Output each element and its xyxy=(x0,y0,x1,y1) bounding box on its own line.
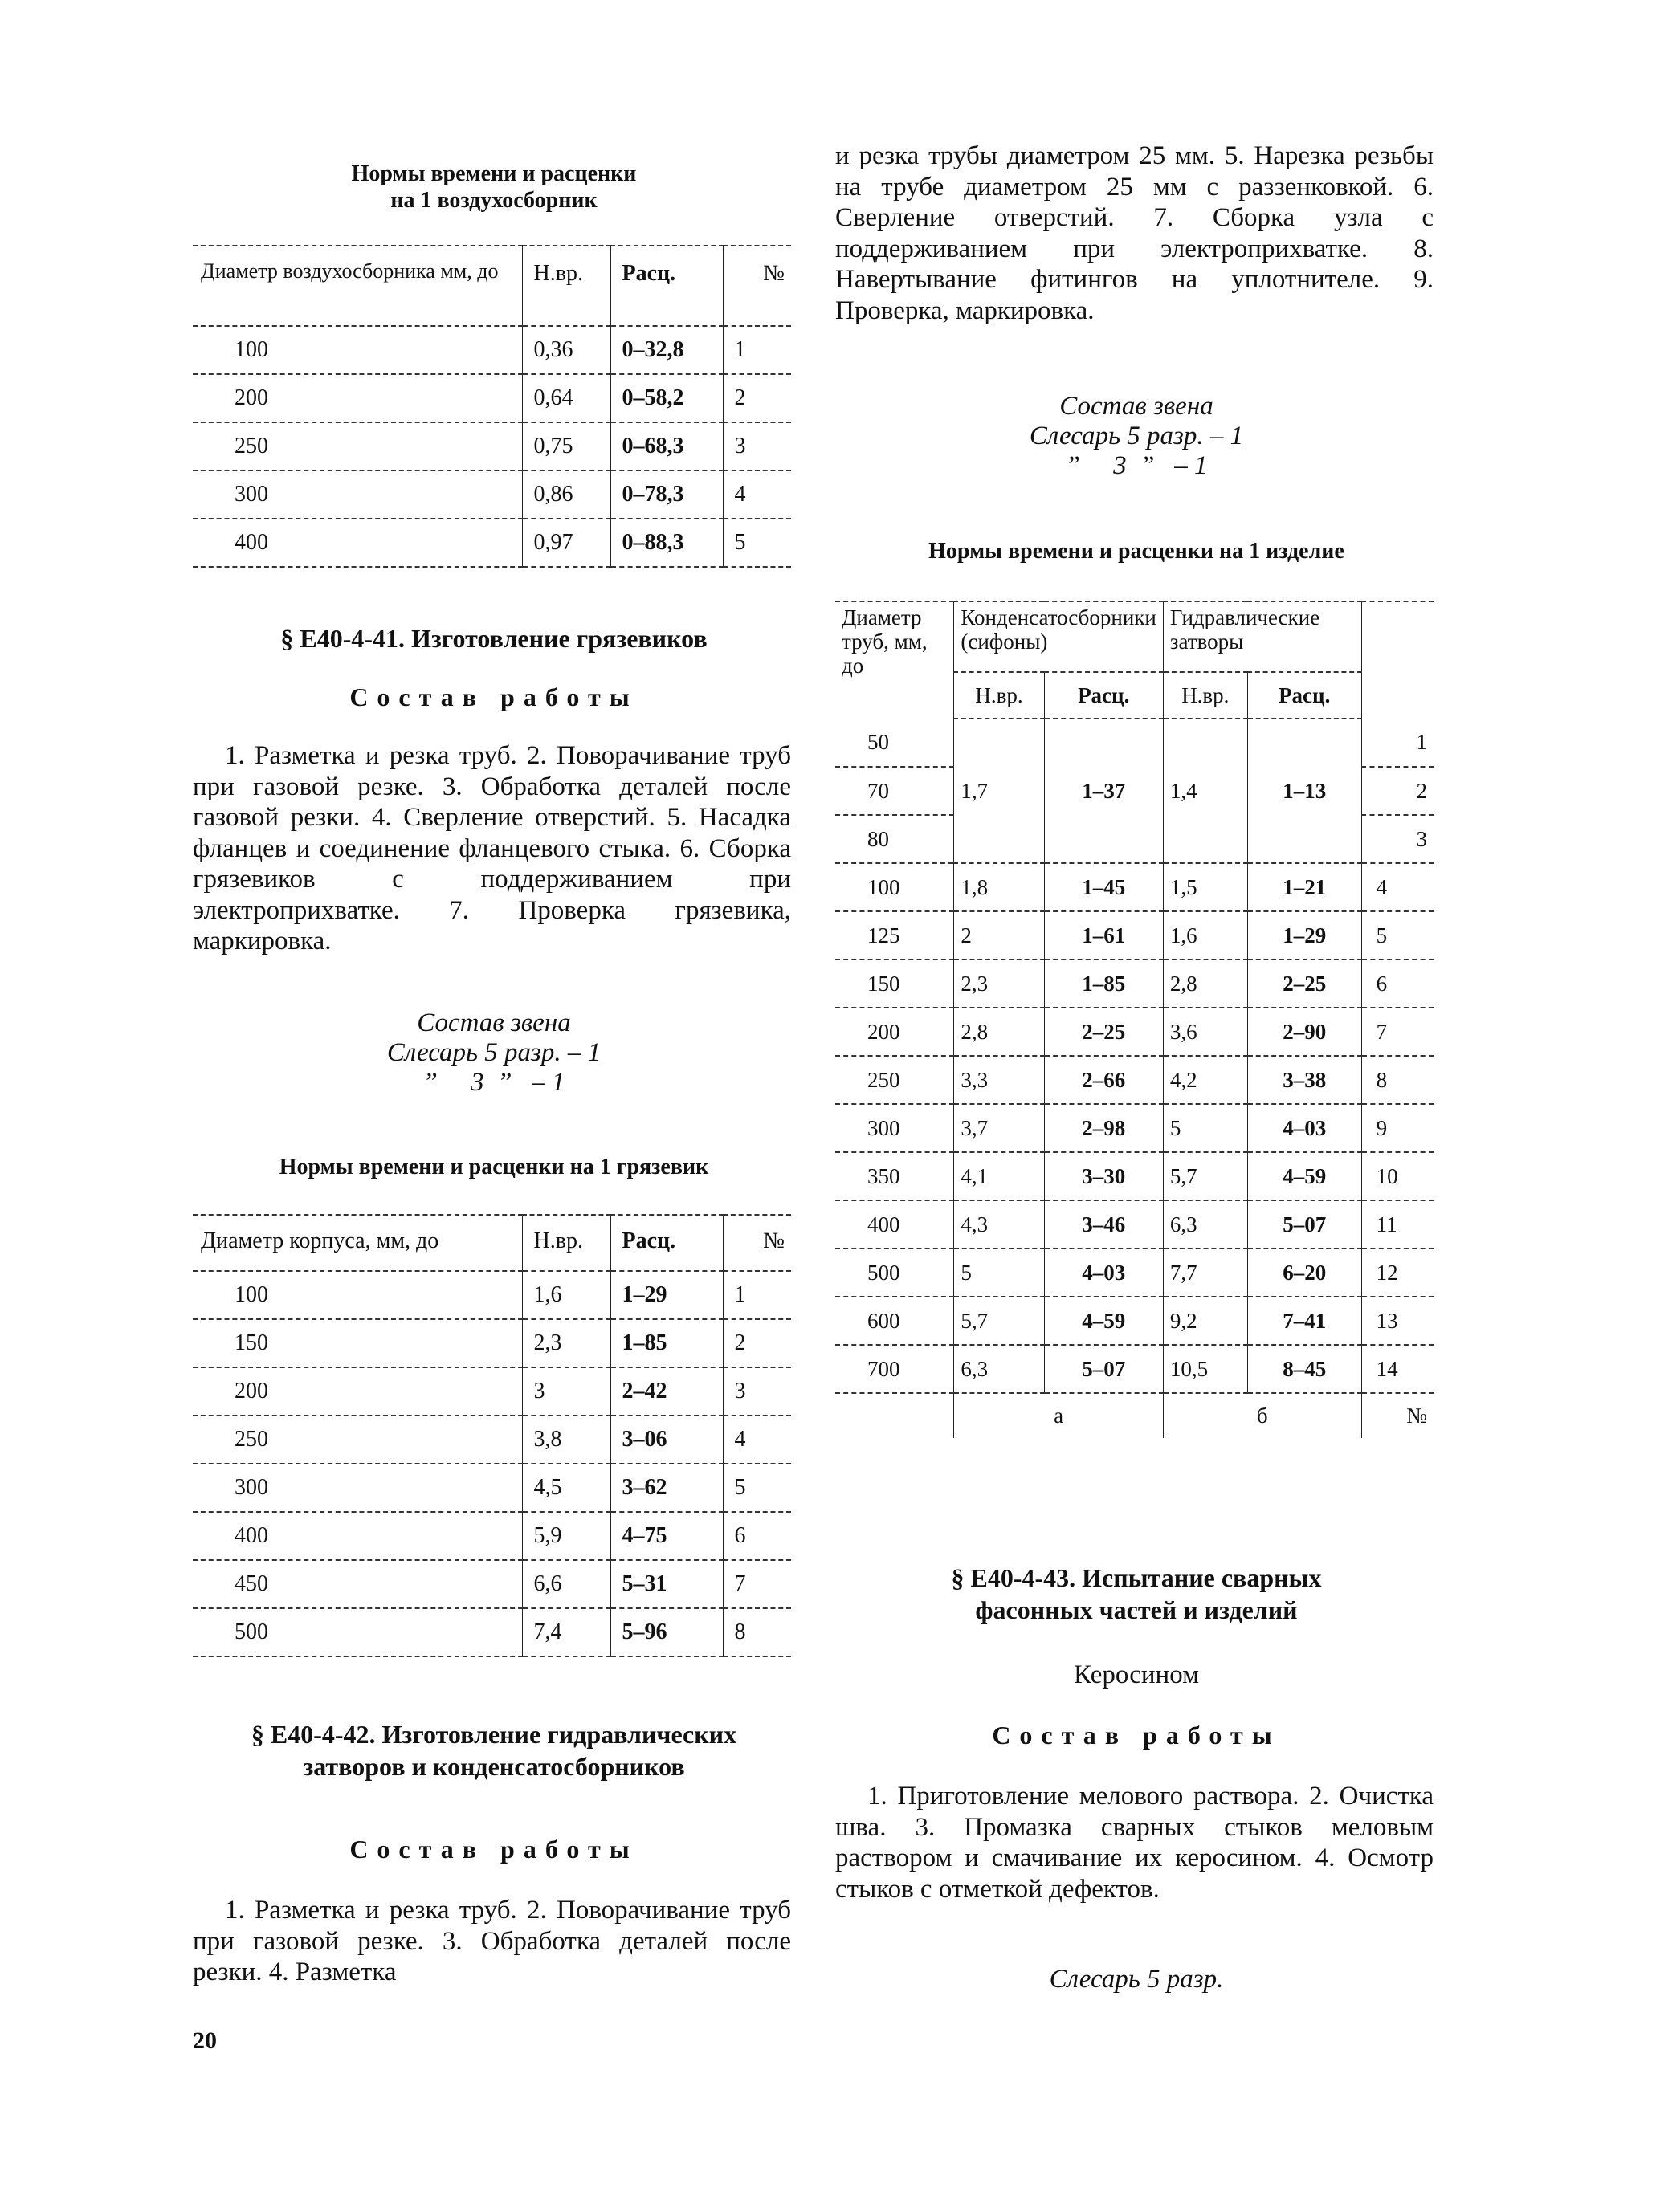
cell-number: 1 xyxy=(723,1271,791,1319)
cell-nvr-b: 10,5 xyxy=(1163,1345,1247,1393)
cell-nvr-a: 2 xyxy=(954,911,1044,959)
table2-caption: Нормы времени и расценки на 1 грязевик xyxy=(279,1155,709,1179)
cell-nvr-b: 9,2 xyxy=(1163,1297,1247,1345)
cell-number: 2 xyxy=(723,1319,791,1367)
header-diameter: Диаметр воздухосборника мм, до xyxy=(193,246,522,326)
table1-caption-line2: на 1 воздухосборник xyxy=(390,188,598,213)
cell-rasc-a: 3–46 xyxy=(1044,1200,1163,1249)
page-number: 20 xyxy=(193,2027,217,2054)
section43-subtitle: Керосином xyxy=(1074,1660,1199,1689)
table-row xyxy=(835,911,1434,959)
header-rasc: Расц. xyxy=(610,1215,723,1271)
section41-work-heading: Состав работы xyxy=(349,682,638,711)
cell-rasc-a: 4–59 xyxy=(1044,1297,1163,1345)
cell-diameter: 150 xyxy=(835,959,954,1008)
table3-caption: Нормы времени и расценки на 1 изделие xyxy=(928,539,1344,564)
cell-nvr-b: 1,5 xyxy=(1163,863,1247,911)
cell-nvr-a: 2,3 xyxy=(954,959,1044,1008)
table-header-row xyxy=(193,246,791,326)
cell-diameter: 400 xyxy=(193,519,522,567)
table-row xyxy=(835,959,1434,1008)
cell-diameter: 350 xyxy=(835,1152,954,1200)
crew-line2: ” 3 ” – 1 xyxy=(1065,451,1208,480)
cell-nvr-a: 3,7 xyxy=(954,1104,1044,1152)
table-header-row xyxy=(193,1215,791,1271)
cell-diameter: 150 xyxy=(193,1319,522,1367)
cell-diameter: 250 xyxy=(835,1056,954,1104)
header-nvr: Н.вр. xyxy=(522,1215,610,1271)
cell-number: 11 xyxy=(1361,1200,1434,1249)
cell-number: 14 xyxy=(1361,1345,1434,1393)
section43-work-heading: Состав работы xyxy=(992,1721,1281,1750)
cell-rasc-b: 3–38 xyxy=(1247,1056,1361,1104)
cell-rasc: 5–96 xyxy=(610,1608,723,1656)
section43-crew: Слесарь 5 разр. xyxy=(1049,1965,1224,1994)
cell-number: 6 xyxy=(723,1512,791,1560)
cell-rasc-a: 1–85 xyxy=(1044,959,1163,1008)
cell-rasc-b: 6–20 xyxy=(1247,1249,1361,1297)
cell-nvr-b: 1,4 xyxy=(1163,719,1247,863)
cell-nvr: 3,8 xyxy=(522,1416,610,1464)
cell-diameter: 400 xyxy=(193,1512,522,1560)
cell-number: 7 xyxy=(1361,1008,1434,1056)
cell-rasc: 0–88,3 xyxy=(610,519,723,567)
cell-number: 7 xyxy=(723,1560,791,1608)
table-row xyxy=(193,326,791,374)
table-row xyxy=(193,1560,791,1608)
section42-title-line1: § Е40-4-42. Изготовление гидравлических xyxy=(251,1720,737,1749)
cell-rasc-a: 5–07 xyxy=(1044,1345,1163,1393)
header-diameter: Диаметр труб, мм, до xyxy=(842,605,928,678)
footer-group-a: а xyxy=(954,1393,1164,1438)
table-row xyxy=(193,1367,791,1416)
cell-rasc: 3–62 xyxy=(610,1464,723,1512)
cell-rasc: 2–42 xyxy=(610,1367,723,1416)
header-condensate-collectors: Конденсатосборники (сифоны) xyxy=(954,601,1164,672)
cell-nvr-a: 1,7 xyxy=(954,719,1044,863)
cell-diameter: 200 xyxy=(193,1367,522,1416)
cell-rasc-b: 1–29 xyxy=(1247,911,1361,959)
table-row xyxy=(193,1512,791,1560)
cell-nvr-a: 2,8 xyxy=(954,1008,1044,1056)
cell-diameter: 100 xyxy=(193,326,522,374)
cell-rasc: 0–68,3 xyxy=(610,422,723,471)
cell-nvr-b: 2,8 xyxy=(1163,959,1247,1008)
cell-number: 5 xyxy=(723,1464,791,1512)
table-row xyxy=(193,471,791,519)
section41-work-text: 1. Разметка и резка труб. 2. Поворачивание труб при газовой резке. 3. Обработка деталей после газовой резки. 4. Сверление отверстий. 5. Насадка фланцев и соединение фланцевого стыка. 6. Сборка грязевиков с поддерживанием при электроприхватке. 7. Проверка грязевика, маркировка. xyxy=(193,741,791,955)
crew-title: Состав звена xyxy=(1059,392,1213,421)
cell-rasc-b: 1–13 xyxy=(1247,719,1361,863)
cell-number: 5 xyxy=(1361,911,1434,959)
subheader-nvr-a: Н.вр. xyxy=(954,672,1044,719)
cell-rasc: 4–75 xyxy=(610,1512,723,1560)
cell-number: 4 xyxy=(723,471,791,519)
table-row xyxy=(835,1200,1434,1249)
table-row xyxy=(835,1152,1434,1200)
cell-nvr-a: 3,3 xyxy=(954,1056,1044,1104)
table-footer-row xyxy=(835,1393,1434,1438)
cell-diameter: 500 xyxy=(835,1249,954,1297)
header-rasc: Расц. xyxy=(610,246,723,326)
table-row xyxy=(835,719,1434,767)
section41-title: § Е40-4-41. Изготовление грязевиков xyxy=(280,624,708,653)
cell-rasc: 0–32,8 xyxy=(610,326,723,374)
cell-nvr-a: 4,3 xyxy=(954,1200,1044,1249)
cell-diameter: 125 xyxy=(835,911,954,959)
subheader-rasc-b: Расц. xyxy=(1247,672,1361,719)
cell-rasc-b: 7–41 xyxy=(1247,1297,1361,1345)
cell-number: 2 xyxy=(1361,767,1434,815)
cell-nvr: 1,6 xyxy=(522,1271,610,1319)
cell-number: 4 xyxy=(723,1416,791,1464)
table-row xyxy=(193,1464,791,1512)
cell-nvr-a: 5 xyxy=(954,1249,1044,1297)
cell-number: 2 xyxy=(723,374,791,422)
cell-nvr-b: 3,6 xyxy=(1163,1008,1247,1056)
cell-rasc-b: 4–03 xyxy=(1247,1104,1361,1152)
section43-work-text: 1. Приготовление мелового раствора. 2. Очистка шва. 3. Промазка сварных стыков меловым раствором и смачивание их керосином. 4. Осмотр стыков с отметкой дефектов. xyxy=(835,1782,1434,1904)
cell-number: 5 xyxy=(723,519,791,567)
cell-rasc: 1–85 xyxy=(610,1319,723,1367)
cell-number: 13 xyxy=(1361,1297,1434,1345)
cell-diameter: 100 xyxy=(193,1271,522,1319)
cell-nvr: 0,86 xyxy=(522,471,610,519)
table-air-collector-norms xyxy=(193,245,791,568)
header-nvr: Н.вр. xyxy=(522,246,610,326)
cell-number: 4 xyxy=(1361,863,1434,911)
cell-diameter: 450 xyxy=(193,1560,522,1608)
cell-rasc-b: 5–07 xyxy=(1247,1200,1361,1249)
section42-work-text-continued: и резка трубы диаметром 25 мм. 5. Нарезка резьбы на трубе диаметром 25 мм с раззенковкой. 6. Сверление отверстий. 7. Сборка узла с поддерживанием при электроприхватке. 8. Навертывание фитингов на уплотнителе. 9. Проверка, маркировка. xyxy=(835,141,1434,325)
header-diameter: Диаметр корпуса, мм, до xyxy=(193,1215,522,1271)
cell-diameter: 600 xyxy=(835,1297,954,1345)
cell-nvr: 6,6 xyxy=(522,1560,610,1608)
cell-number: 8 xyxy=(1361,1056,1434,1104)
cell-diameter: 300 xyxy=(835,1104,954,1152)
header-number: № xyxy=(723,246,791,326)
cell-rasc-b: 2–25 xyxy=(1247,959,1361,1008)
cell-diameter: 500 xyxy=(193,1608,522,1656)
cell-diameter: 300 xyxy=(193,1464,522,1512)
cell-rasc: 1–29 xyxy=(610,1271,723,1319)
table-row xyxy=(193,422,791,471)
cell-nvr-b: 5 xyxy=(1163,1104,1247,1152)
header-number: № xyxy=(723,1215,791,1271)
subheader-rasc-a: Расц. xyxy=(1044,672,1163,719)
cell-diameter: 200 xyxy=(193,374,522,422)
cell-nvr: 0,64 xyxy=(522,374,610,422)
cell-nvr-b: 1,6 xyxy=(1163,911,1247,959)
cell-diameter: 400 xyxy=(835,1200,954,1249)
cell-diameter: 250 xyxy=(193,1416,522,1464)
section41-crew xyxy=(193,1008,795,1098)
cell-nvr: 0,97 xyxy=(522,519,610,567)
table-row xyxy=(193,374,791,422)
cell-diameter: 80 xyxy=(835,815,954,863)
table-row xyxy=(835,1104,1434,1152)
cell-diameter: 70 xyxy=(835,767,954,815)
section42-work-heading: Состав работы xyxy=(349,1835,638,1864)
cell-rasc-a: 1–37 xyxy=(1044,719,1163,863)
cell-rasc-b: 2–90 xyxy=(1247,1008,1361,1056)
cell-rasc: 3–06 xyxy=(610,1416,723,1464)
table-row xyxy=(835,1249,1434,1297)
cell-nvr-a: 4,1 xyxy=(954,1152,1044,1200)
cell-rasc-a: 2–98 xyxy=(1044,1104,1163,1152)
cell-number: 1 xyxy=(1361,719,1434,767)
table-row xyxy=(193,1319,791,1367)
cell-rasc: 0–78,3 xyxy=(610,471,723,519)
cell-rasc-a: 1–61 xyxy=(1044,911,1163,959)
cell-nvr-a: 6,3 xyxy=(954,1345,1044,1393)
cell-number: 8 xyxy=(723,1608,791,1656)
cell-number: 9 xyxy=(1361,1104,1434,1152)
cell-diameter: 50 xyxy=(835,719,954,767)
cell-nvr: 2,3 xyxy=(522,1319,610,1367)
section43-title-line1: § Е40-4-43. Испытание сварных xyxy=(951,1563,1322,1592)
footer-blank xyxy=(835,1393,954,1438)
table-row xyxy=(835,1297,1434,1345)
cell-nvr-a: 5,7 xyxy=(954,1297,1044,1345)
cell-rasc-a: 1–45 xyxy=(1044,863,1163,911)
table-row xyxy=(193,519,791,567)
cell-number: 1 xyxy=(723,326,791,374)
table-mud-collector-norms xyxy=(193,1214,791,1657)
table1-caption-line1: Нормы времени и расценки xyxy=(351,161,637,186)
cell-number: 3 xyxy=(723,1367,791,1416)
header-hydraulic-seals: Гидравлические затворы xyxy=(1163,601,1361,672)
table-product-norms xyxy=(835,601,1434,1438)
cell-nvr-b: 5,7 xyxy=(1163,1152,1247,1200)
cell-rasc-a: 3–30 xyxy=(1044,1152,1163,1200)
cell-diameter: 100 xyxy=(835,863,954,911)
table1-caption xyxy=(193,161,795,214)
cell-rasc-a: 2–66 xyxy=(1044,1056,1163,1104)
cell-nvr: 0,36 xyxy=(522,326,610,374)
table-row xyxy=(193,1608,791,1656)
cell-rasc-b: 1–21 xyxy=(1247,863,1361,911)
cell-diameter: 250 xyxy=(193,422,522,471)
cell-diameter: 300 xyxy=(193,471,522,519)
cell-rasc: 0–58,2 xyxy=(610,374,723,422)
table-row xyxy=(835,1008,1434,1056)
table-row xyxy=(835,863,1434,911)
crew-line1: Слесарь 5 разр. – 1 xyxy=(386,1038,602,1067)
cell-rasc-b: 4–59 xyxy=(1247,1152,1361,1200)
crew-line2: ” 3 ” – 1 xyxy=(422,1068,565,1097)
cell-nvr: 4,5 xyxy=(522,1464,610,1512)
header-number-blank xyxy=(1361,601,1434,719)
section42-title-line2: затворов и конденсатосборников xyxy=(303,1752,685,1781)
section43-title xyxy=(835,1562,1438,1626)
cell-nvr-b: 7,7 xyxy=(1163,1249,1247,1297)
section42-work-text: 1. Разметка и резка труб. 2. Поворачивание труб при газовой резке. 3. Обработка деталей после резки. 4. Разметка xyxy=(193,1896,791,1986)
cell-rasc-b: 8–45 xyxy=(1247,1345,1361,1393)
cell-nvr-b: 6,3 xyxy=(1163,1200,1247,1249)
footer-group-b: б xyxy=(1163,1393,1361,1438)
table-row xyxy=(835,1345,1434,1393)
cell-diameter: 200 xyxy=(835,1008,954,1056)
table-row xyxy=(835,1056,1434,1104)
table-row xyxy=(193,1416,791,1464)
cell-rasc: 5–31 xyxy=(610,1560,723,1608)
section43-title-line2: фасонных частей и изделий xyxy=(975,1595,1298,1624)
cell-number: 10 xyxy=(1361,1152,1434,1200)
cell-diameter: 700 xyxy=(835,1345,954,1393)
cell-nvr: 0,75 xyxy=(522,422,610,471)
cell-number: 3 xyxy=(723,422,791,471)
section42-crew xyxy=(835,392,1438,481)
cell-nvr: 5,9 xyxy=(522,1512,610,1560)
cell-nvr: 3 xyxy=(522,1367,610,1416)
cell-nvr: 7,4 xyxy=(522,1608,610,1656)
table-header-row xyxy=(835,601,1434,672)
cell-nvr-a: 1,8 xyxy=(954,863,1044,911)
table-row xyxy=(193,1271,791,1319)
section42-title xyxy=(193,1718,795,1782)
subheader-nvr-b: Н.вр. xyxy=(1163,672,1247,719)
crew-title: Состав звена xyxy=(417,1008,571,1037)
crew-line1: Слесарь 5 разр. – 1 xyxy=(1029,422,1244,450)
cell-rasc-a: 4–03 xyxy=(1044,1249,1163,1297)
cell-nvr-b: 4,2 xyxy=(1163,1056,1247,1104)
cell-number: 3 xyxy=(1361,815,1434,863)
cell-rasc-a: 2–25 xyxy=(1044,1008,1163,1056)
cell-number: 6 xyxy=(1361,959,1434,1008)
cell-number: 12 xyxy=(1361,1249,1434,1297)
footer-number: № xyxy=(1361,1393,1434,1438)
